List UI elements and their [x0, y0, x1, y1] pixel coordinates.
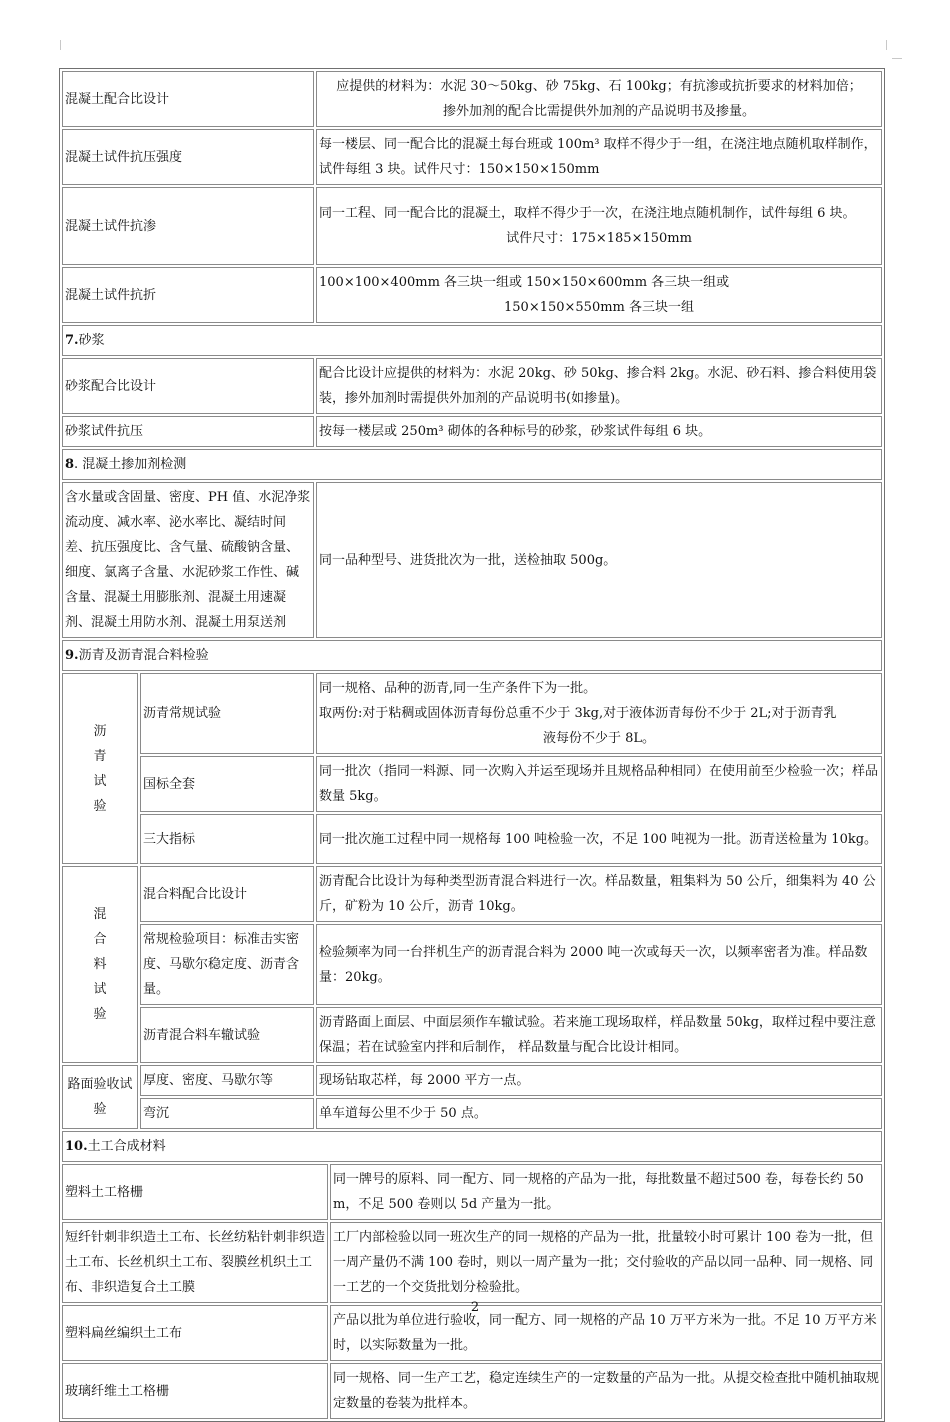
table-row	[62, 187, 882, 265]
page-number: 2	[470, 1300, 480, 1315]
table-row	[62, 1164, 882, 1220]
item-label: 混合料配合比设计	[140, 866, 314, 922]
item-requirement: 应提供的材料为：水泥 30～50kg、砂 75kg、石 100kg；有抗渗或抗折要求的材料加倍； 掺外加剂的配合比需提供外加剂的产品说明书及掺量。	[316, 71, 882, 127]
item-requirement: 同一规格、同一生产工艺，稳定连续生产的一定数量的产品为一批。从提交检查批中随机抽取规定数量的卷装为批样本。	[330, 1363, 882, 1419]
section-heading-row	[62, 1131, 882, 1162]
section-heading: 10.土工合成材料	[62, 1131, 882, 1162]
table-row	[62, 1065, 882, 1096]
item-label: 砂浆试件抗压	[62, 416, 314, 447]
crop-mark	[886, 40, 895, 50]
item-label: 玻璃纤维土工格栅	[62, 1363, 328, 1419]
item-requirement: 100×100×400mm 各三块一组或 150×150×600mm 各三块一组或 150×150×550mm 各三块一组	[316, 267, 882, 323]
item-label: 塑料扁丝编织土工布	[62, 1305, 328, 1361]
section-heading-row	[62, 449, 882, 480]
crop-mark	[892, 50, 902, 59]
table-row	[62, 416, 882, 447]
item-label: 三大指标	[140, 814, 314, 864]
item-label: 混凝土配合比设计	[62, 71, 314, 127]
table-row	[62, 756, 882, 812]
item-label: 混凝土试件抗折	[62, 267, 314, 323]
item-requirement: 检验频率为同一台拌机生产的沥青混合料为 2000 吨一次或每天一次，以频率密者为准。样品数量：20kg。	[316, 924, 882, 1005]
item-requirement: 配合比设计应提供的材料为：水泥 20kg、砂 50kg、掺合料 2kg。水泥、砂石料、掺合料使用袋装，掺外加剂时需提供外加剂的产品说明书(如掺量)。	[316, 358, 882, 414]
group-label-mixture-test: 混 合 料 试 验	[62, 866, 138, 1063]
item-label: 弯沉	[140, 1098, 314, 1129]
item-requirement: 沥青配合比设计为每种类型沥青混合料进行一次。样品数量，粗集料为 50 公斤，细集料为 40 公斤，矿粉为 10 公斤，沥青 10kg。	[316, 866, 882, 922]
item-requirement: 工厂内部检验以同一班次生产的同一规格的产品为一批，批量较小时可累计 100 卷为一批，但一周产量仍不满 100 卷时，则以一周产量为一批；交付验收的产品以同一品种、同一规格、同一工艺的一个交货批划分检验批。	[330, 1222, 882, 1303]
inspection-table	[59, 68, 885, 1422]
table-row	[62, 71, 882, 127]
table-row	[62, 1363, 882, 1419]
group-label-pavement-acceptance: 路面验收试验	[62, 1065, 138, 1129]
item-label: 沥青混合料车辙试验	[140, 1007, 314, 1063]
table-row	[62, 866, 882, 922]
table-row	[62, 814, 882, 864]
item-requirement: 现场钻取芯样，每 2000 平方一点。	[316, 1065, 882, 1096]
item-label: 塑料土工格栅	[62, 1164, 328, 1220]
crop-mark	[52, 40, 61, 50]
section-heading-row	[62, 325, 882, 356]
group-label-asphalt-test: 沥 青 试 验	[62, 673, 138, 864]
section-heading-row	[62, 640, 882, 671]
item-label: 沥青常规试验	[140, 673, 314, 754]
item-requirement: 同一牌号的原料、同一配方、同一规格的产品为一批，每批数量不超过500 卷，每卷长约 50m，不足 500 卷则以 5d 产量为一批。	[330, 1164, 882, 1220]
item-label: 砂浆配合比设计	[62, 358, 314, 414]
table-row	[62, 1222, 882, 1303]
item-requirement: 产品以批为单位进行验收，同一配方、同一规格的产品 10 万平方米为一批。不足 10 万平方米时，以实际数量为一批。	[330, 1305, 882, 1361]
table-row	[62, 673, 882, 754]
item-requirement: 每一楼层、同一配合比的混凝土每台班或 100m³ 取样不得少于一组，在浇注地点随机取样制作，试件每组 3 块。试件尺寸：150×150×150mm	[316, 129, 882, 185]
item-requirement: 单车道每公里不少于 50 点。	[316, 1098, 882, 1129]
item-label: 厚度、密度、马歇尔等	[140, 1065, 314, 1096]
table-row	[62, 924, 882, 1005]
item-requirement: 沥青路面上面层、中面层须作车辙试验。若来施工现场取样，样品数量 50kg，取样过程中要注意保温；若在试验室内拌和后制作， 样品数量与配合比设计相同。	[316, 1007, 882, 1063]
table-row	[62, 1098, 882, 1129]
table-row	[62, 129, 882, 185]
item-label: 含水量或含固量、密度、PH 值、水泥净浆流动度、减水率、泌水率比、凝结时间差、抗压强度比、含气量、硫酸钠含量、细度、氯离子含量、水泥砂浆工作性、碱含量、混凝土用膨胀剂、混凝土用速凝剂、混凝土用防水剂、混凝土用泵送剂	[62, 482, 314, 638]
item-requirement: 同一批次施工过程中同一规格每 100 吨检验一次，不足 100 吨视为一批。沥青送检量为 10kg。	[316, 814, 882, 864]
table-row	[62, 267, 882, 323]
section-heading: 8. 混凝土掺加剂检测	[62, 449, 882, 480]
table-row	[62, 1007, 882, 1063]
item-label: 混凝土试件抗渗	[62, 187, 314, 265]
item-label: 常规检验项目：标准击实密度、马歇尔稳定度、沥青含量。	[140, 924, 314, 1005]
item-requirement: 按每一楼层或 250m³ 砌体的各种标号的砂浆，砂浆试件每组 6 块。	[316, 416, 882, 447]
item-label: 国标全套	[140, 756, 314, 812]
item-requirement: 同一规格、品种的沥青,同一生产条件下为一批。 取两份:对于粘稠或固体沥青每份总重不少于 3kg,对于液体沥青每份不少于 2L;对于沥青乳 液每份不少于 8L。	[316, 673, 882, 754]
section-heading: 7.砂浆	[62, 325, 882, 356]
item-requirement: 同一工程、同一配合比的混凝土，取样不得少于一次，在浇注地点随机制作，试件每组 6 块。 试件尺寸：175×185×150mm	[316, 187, 882, 265]
section-heading: 9.沥青及沥青混合料检验	[62, 640, 882, 671]
item-label: 混凝土试件抗压强度	[62, 129, 314, 185]
item-label: 短纤针刺非织造土工布、长丝纺粘针刺非织造土工布、长丝机织土工布、裂膜丝机织土工布、非织造复合土工膜	[62, 1222, 328, 1303]
item-requirement: 同一批次（指同一料源、同一次购入并运至现场并且规格品种相同）在使用前至少检验一次；样品数量 5kg。	[316, 756, 882, 812]
item-requirement: 同一品种型号、进货批次为一批，送检抽取 500g。	[316, 482, 882, 638]
table-row	[62, 358, 882, 414]
table-row	[62, 482, 882, 638]
